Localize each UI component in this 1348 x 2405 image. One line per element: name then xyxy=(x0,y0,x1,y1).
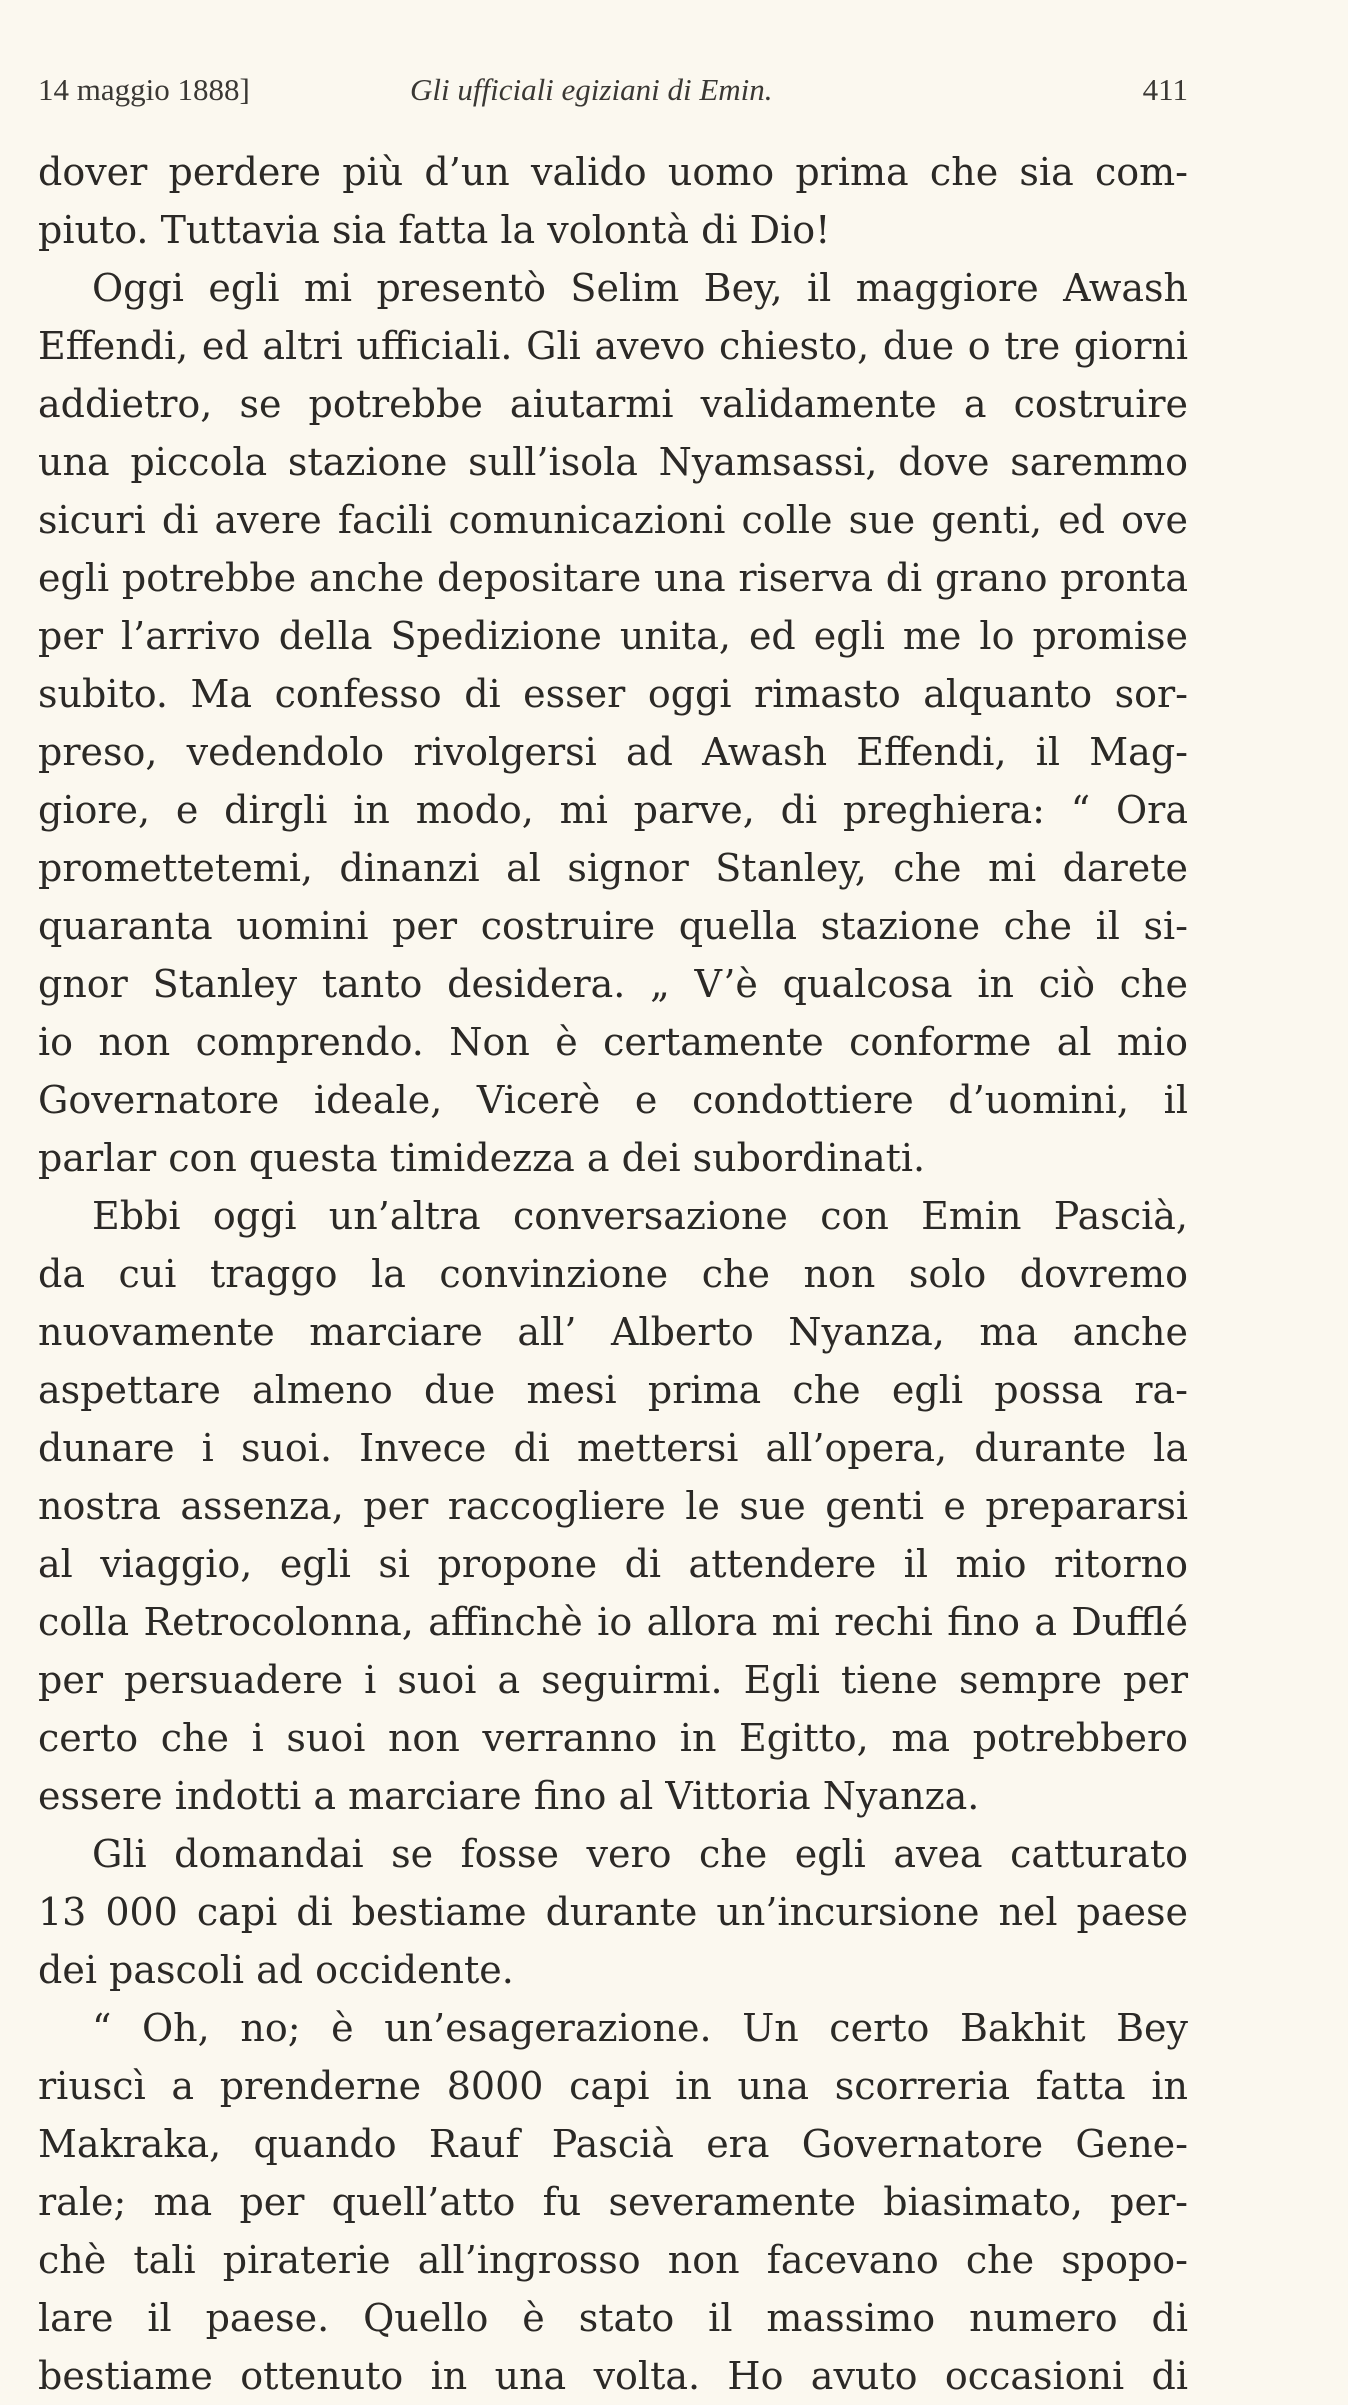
text-line: certo che i suoi non verranno in Egitto, ma potrebbero xyxy=(38,1716,1188,1760)
text-line: colla Retrocolonna, affinchè io allora mi rechi fino a Dufflé xyxy=(38,1600,1188,1644)
text-line: 13 000 capi di bestiame durante un’incursione nel paese xyxy=(38,1890,1188,1934)
text-line: giore, e dirgli in modo, mi parve, di preghiera: “ Ora xyxy=(38,788,1188,832)
text-line: quaranta uomini per costruire quella stazione che il si- xyxy=(38,904,1188,948)
text-line: sicuri di avere facili comunicazioni colle sue genti, ed ove xyxy=(38,498,1188,542)
text-line: bestiame ottenuto in una volta. Ho avuto occasioni di xyxy=(38,2354,1188,2398)
text-line: nuovamente marciare all’ Alberto Nyanza, ma anche xyxy=(38,1310,1188,1354)
running-header xyxy=(38,72,1188,122)
text-line: io non comprendo. Non è certamente conforme al mio xyxy=(38,1020,1188,1064)
text-line: addietro, se potrebbe aiutarmi validamente a costruire xyxy=(38,382,1188,426)
text-line: preso, vedendolo rivolgersi ad Awash Effendi, il Mag- xyxy=(38,730,1188,774)
text-line: Oggi egli mi presentò Selim Bey, il maggiore Awash xyxy=(92,266,1188,310)
text-line: per persuadere i suoi a seguirmi. Egli tiene sempre per xyxy=(38,1658,1188,1702)
text-line: lare il paese. Quello è stato il massimo numero di xyxy=(38,2296,1188,2340)
text-line: nostra assenza, per raccogliere le sue genti e prepararsi xyxy=(38,1484,1188,1528)
text-line: Gli domandai se fosse vero che egli avea catturato xyxy=(92,1832,1188,1876)
text-line: Ebbi oggi un’altra conversazione con Emin Pascià, xyxy=(92,1194,1188,1238)
text-line: aspettare almeno due mesi prima che egli possa ra- xyxy=(38,1368,1188,1412)
text-line: dover perdere più d’un valido uomo prima che sia com- xyxy=(38,150,1188,194)
text-line: “ Oh, no; è un’esagerazione. Un certo Bakhit Bey xyxy=(92,2006,1188,2050)
text-line: per l’arrivo della Spedizione unita, ed egli me lo promise xyxy=(38,614,1188,658)
text-line: gnor Stanley tanto desidera. „ V’è qualcosa in ciò che xyxy=(38,962,1188,1006)
text-line: essere indotti a marciare fino al Vittoria Nyanza. xyxy=(38,1774,980,1818)
text-line: rale; ma per quell’atto fu severamente biasimato, per- xyxy=(38,2180,1188,2224)
text-line: Makraka, quando Rauf Pascià era Governatore Gene- xyxy=(38,2122,1188,2166)
header-date: 14 maggio 1888] xyxy=(38,72,250,107)
text-line: promettetemi, dinanzi al signor Stanley, che mi darete xyxy=(38,846,1188,890)
text-line: da cui traggo la convinzione che non solo dovremo xyxy=(38,1252,1188,1296)
page-number: 411 xyxy=(1142,72,1188,107)
text-line: egli potrebbe anche depositare una riserva di grano pronta xyxy=(38,556,1188,600)
body-text xyxy=(38,143,1188,2405)
text-line: piuto. Tuttavia sia fatta la volontà di Dio! xyxy=(38,208,831,252)
text-line: Governatore ideale, Vicerè e condottiere d’uomini, il xyxy=(38,1078,1188,1122)
text-line: riuscì a prenderne 8000 capi in una scorreria fatta in xyxy=(38,2064,1188,2108)
header-title: Gli ufficiali egiziani di Emin. xyxy=(410,72,773,107)
text-line: al viaggio, egli si propone di attendere il mio ritorno xyxy=(38,1542,1188,1586)
text-line: Effendi, ed altri ufficiali. Gli avevo chiesto, due o tre giorni xyxy=(38,324,1188,368)
text-line: parlar con questa timidezza a dei subordinati. xyxy=(38,1136,926,1180)
text-line: subito. Ma confesso di esser oggi rimasto alquanto sor- xyxy=(38,672,1188,716)
text-line: chè tali piraterie all’ingrosso non facevano che spopo- xyxy=(38,2238,1188,2282)
text-line: una piccola stazione sull’isola Nyamsassi, dove saremmo xyxy=(38,440,1188,484)
text-line: dunare i suoi. Invece di mettersi all’opera, durante la xyxy=(38,1426,1188,1470)
text-line: dei pascoli ad occidente. xyxy=(38,1948,514,1992)
